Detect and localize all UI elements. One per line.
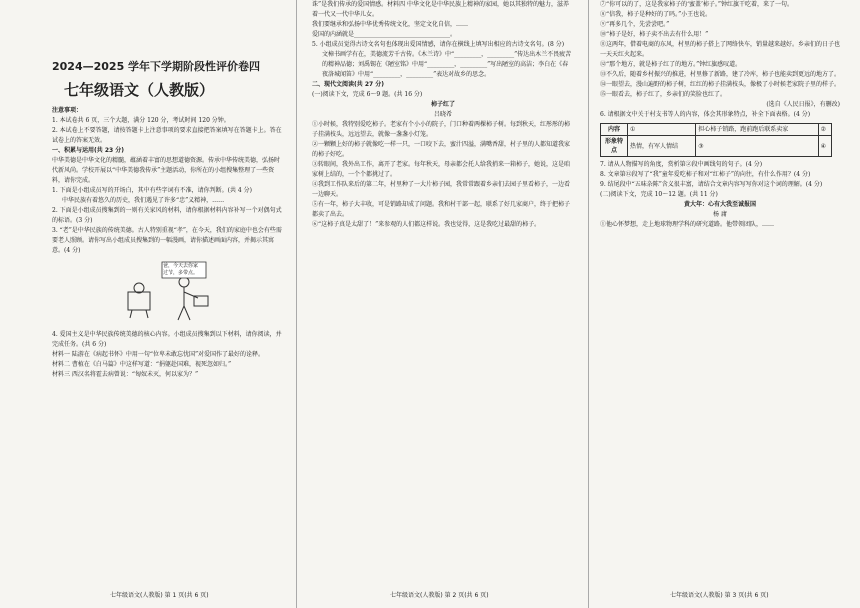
page-3-column [600,0,840,608]
story-paragraph: ⑩“柿子是好，柿子卖不出去有什么用！” [600,31,709,38]
exam-title: 2024—2025 学年下学期阶段性评价卷四 [52,60,261,73]
question-3: 3. “老”是中华民族的传统美德。古人特别重视“孝”，在今天，我们的家庭中也会有些需要老人照顾。请你写出小组成员搜集到的一幅漫画，请你描述画面内容，并揭示其寓意。(4 分) [52,227,282,254]
table-cell: 热情，有军人情结 [628,136,696,157]
story-paragraph: ⑥“这柿子真是太甜了！”来参观的人们都这样说。我也觉得，这是我吃过最甜的柿子。 [312,221,541,228]
question-6: 6. 请根据文中关于村支书等人的内容，体会其形象特点，补全下面表格。(4 分) [600,111,811,118]
notes-heading: 注意事项： [52,107,83,114]
col2-line: 爱国的内涵就是________________________________。 [312,31,457,38]
story-paragraph: ⑫“那个地方，就是柿子红了的地方。”钟红旗感叹道。 [600,61,742,68]
story-paragraph: ④我到工作队来后的第二年，村里种了一大片柿子园，我常常跟着乡亲们去园子里看柿子，一边看一边聊天。 [312,181,571,198]
page-footer: 七年级语文(人教版) 第 2 页(共 6 页) [390,592,489,599]
column-divider [296,0,297,608]
essay-paragraph: ①他心怀梦想，走上地球物理学科的研究道路。他带领团队，…… [600,221,775,228]
question-1: 1. 下面是小组成员写的开场白，其中有些字词有不准，请你判断。(共 4 分) [52,187,252,194]
story-paragraph: ⑦“你可以的了，这是我家柿子的‘蜜盖’柿子。”钟红旗干吃着，来了一句。 [600,1,793,8]
question-5: 5. 小组成员觉得古诗文名句也体现出爱国情感，请你在横线上填写出相应的古诗文名句。(8 分) [312,41,565,48]
story-paragraph: ⑧“信我，柿子是种好的了吗。”小王也说。 [600,11,712,18]
material-1: 材料一 陆游在《病起书怀》中用一句“位卑未敢忘忧国”对爱国作了最好的诠释。 [52,351,265,358]
question-2: 2. 下面是小组成员搜集到的一则有关家风的材料，请你根据材料内容补写一个对偶句式的标语。(3 分) [52,207,282,224]
section-intro: 中华美德是中华文化的精髓，蕴涵着丰富的思想道德资源。传承中华传统美德，弘扬时代新风尚。学校开展以“中华美德我传承”主题活动，你所在的小组搜集整理了一些资料，请你完成。 [52,157,281,184]
col2-intro: 诛”是我们传承的爱国情感。材料四 中华文化是中华民族上精神的家园，她以其独特的魅力，滋养着一代又一代中华儿女。 [312,1,569,18]
story-paragraph: ⑭一眼望去，漫山遍野的柿子树，红红的柿子挂满枝头，像极了小时候老家院子里的样子。 [600,81,840,88]
table-cell: ④ [818,136,831,157]
table-cell: ② [818,124,831,136]
story-source: (选自《人民日报》，有删改) [766,101,840,108]
question-9: 9. 结尾段中“五味杂陈”含义很丰富，请结合文章内容写写你对这个词的理解。(4 分) [600,181,823,188]
reading-instruction: (一)阅读下文，完成 6～9 题。(共 16 分) [312,91,423,98]
exam-subtitle: 七年级语文（人教版） [64,81,215,99]
essay-title: 黄大年：心有大我至诚报国 [683,201,756,208]
story-paragraph: ⑪这两年，借着电商的东风，村里的柿子搭上了网络快车，销量越来越好。乡亲们的日子也一天天红火起来。 [600,41,840,58]
question-8: 8. 文章第⑫段写了“我”童年爱吃柿子和对“红柿子”的向往，有什么作用？(4 分) [600,171,811,178]
note-line: 1. 本试卷共 6 页，三个大题，满分 120 分，考试时间 120 分钟。 [52,117,230,124]
story-paragraph: ②一颗颗上好的柿子就像吃一样一只，一口咬下去，蜜汁四溢，满嘴香甜，村子里的人都知道我家的柿子好吃。 [312,141,571,158]
note-line: 2. 本试卷上不要答题，请按答题卡上注意事项的要求直接把答案填写在答题卡上。答在试卷上的答案无效。 [52,127,282,144]
column-divider [588,0,589,608]
story-title: 柿子红了 [430,101,455,108]
cartoon-caption: 爸，今天去你家 过节，多带点。 [163,263,199,276]
table-cell: 内容 [601,124,628,136]
story-paragraph: ①小时候，我特别爱吃柿子。老家有个小小的院子，门口种着两棵柿子树。每到秋天，红彤彤的柿子挂满枝头，远远望去，就像一盏盏小灯笼。 [312,121,571,138]
col2-line: 我们要继承和弘扬中华优秀传统文化，坚定文化自信，…… [312,21,469,28]
section-heading: 一、积累与运用(共 23 分) [52,147,125,154]
page-footer: 七年级语文(人教版) 第 3 页(共 6 页) [670,592,769,599]
story-paragraph: ⑮一眼看去，柿子红了，乡亲们的笑脸也红了。 [600,91,727,98]
story-paragraph: ⑨“再多几个，先尝尝吧。” [600,21,670,28]
page-1-column [52,0,284,608]
page-2-column [312,0,574,608]
answer-table [600,123,832,157]
material-3: 材料三 西汉名将霍去病曾说：“匈奴未灭，何以家为？” [52,371,199,378]
section-heading: 二、现代文阅读(共 27 分) [312,81,385,88]
table-cell: ③ [696,136,818,157]
story-paragraph: ⑤有一年，柿子大丰收，可是销路却成了问题。我和村干部一起，联系了好几家商户，终于把柿子都卖了出去。 [312,201,571,218]
reading-instruction: (二)阅读下文，完成 10～12 题。(共 11 分) [600,191,718,198]
table-cell: 担心柿子销路，跑前跑后联系卖家 [696,124,818,136]
question-1-text: 中华民族有着悠久的历史，我们遇见了许多“忠”义精神，…… [62,197,225,204]
story-paragraph: ⑬不久后，随着乡村振兴的推进，村里修了新路，建了冷库，柿子也能卖到更远的地方了。 [600,71,840,78]
question-5-text: 文樟书画学有在，美德流芳千古传。《木兰诗》中“_________，_________”传达出木兰不畏疲苦的精神品德；刘禹锡在《陋室铭》中用“_________，_________”写出陋室的高洁；李白在《春夜洛城闻笛》中用“_________，_________”表达对故乡的思念。 [322,51,572,78]
story-paragraph: ③转眼间，我外出工作，离开了老家。每年秋天，母亲都会托人给我捎来一箱柿子，她说，这是咱家树上结的，一个个都挑过了。 [312,161,571,178]
material-2: 材料二 曹植在《白马篇》中这样写道：“捐躯赴国难，视死忽如归。” [52,361,232,368]
page-footer: 七年级语文(人教版) 第 1 页(共 6 页) [110,592,209,599]
question-7: 7. 请从人物描写的角度，赏析第②段中画线句的句子。(4 分) [600,161,763,168]
story-author: 吕晓希 [433,111,452,118]
essay-author: 杨 庸 [713,211,727,218]
table-cell: 形象特点 [601,136,628,157]
cartoon-illustration [122,258,212,328]
question-4: 4. 爱国主义是中华民族传统美德的核心内容。小组成员搜集到以下材料，请你阅读，并完成任务。(共 6 分) [52,331,282,348]
table-cell: ① [628,124,696,136]
